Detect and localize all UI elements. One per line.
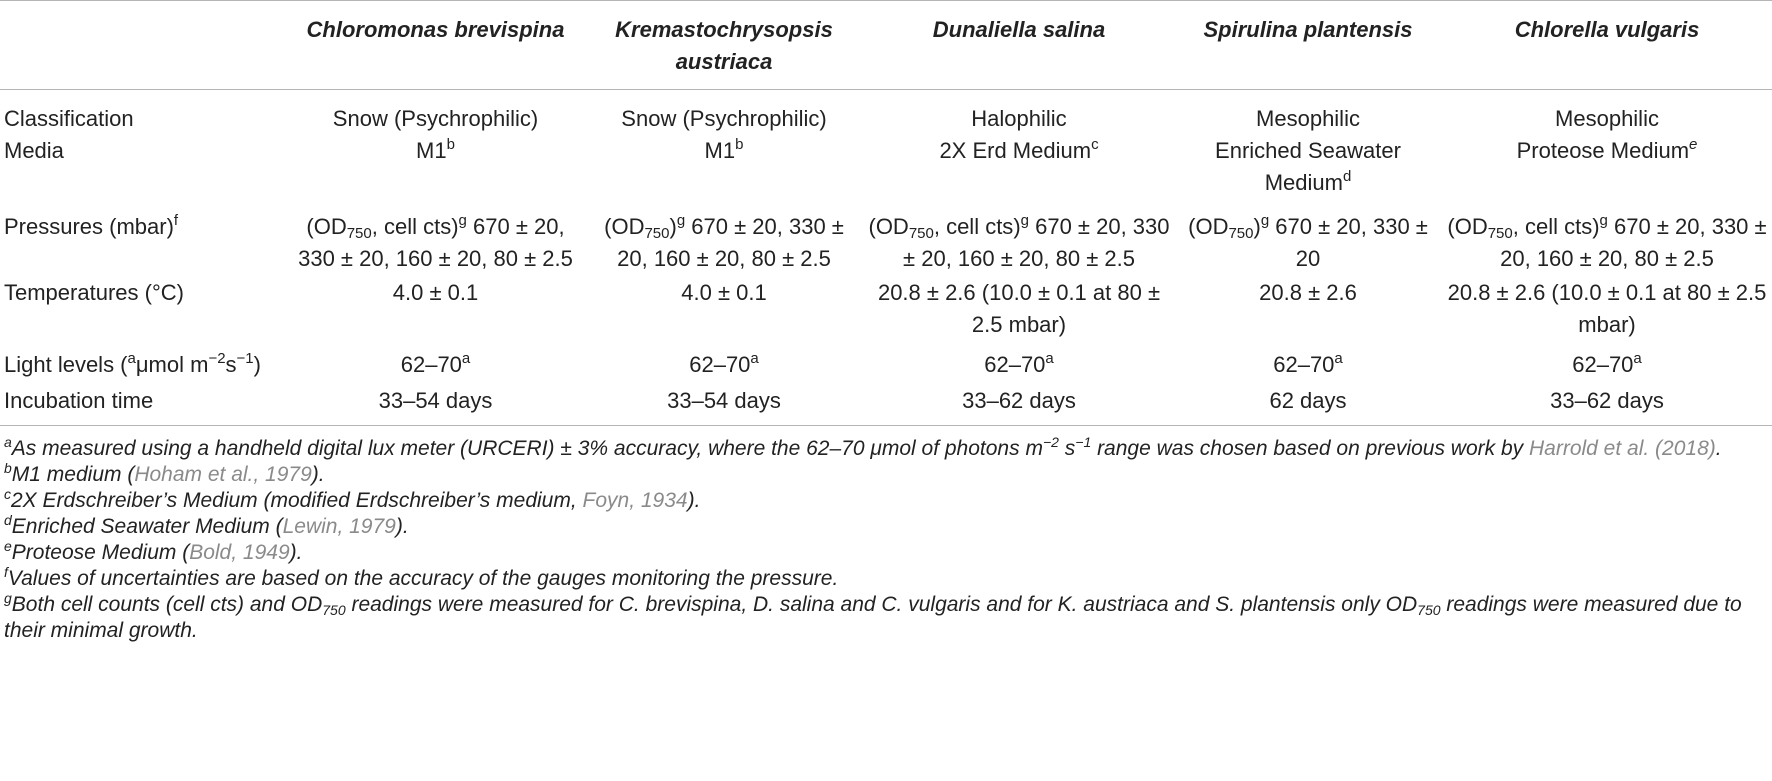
cell <box>1174 135 1442 211</box>
cell: Mesophilic <box>1256 106 1360 131</box>
footnote-text: M1 medium ( <box>11 463 135 486</box>
footnote-mark: a <box>4 434 12 450</box>
cell: 33–54 days <box>667 388 781 413</box>
cell-text: 670 ± 20, 330 ± 20, 160 ± 20, 80 ± 2.5 <box>1500 214 1767 271</box>
cell-text: M1 <box>416 138 447 163</box>
footnote-marker: b <box>446 136 455 153</box>
footnote-marker: g <box>1599 212 1608 229</box>
footnote-text: Values of uncertainties are based on the accuracy of the gauges monitoring the pressure. <box>7 567 839 590</box>
unit-text: μmol m <box>135 352 209 377</box>
cell: 20.8 ± 2.6 (10.0 ± 0.1 at 80 ± 2.5 mbar) <box>1447 280 1767 337</box>
footnote-text: Enriched Seawater Medium ( <box>11 515 283 538</box>
od-label: OD <box>313 214 347 239</box>
header-chloromonas-brevispina: Chloromonas brevispina <box>306 17 565 42</box>
cell: Halophilic <box>971 106 1067 131</box>
footnote-text: . <box>1715 437 1722 460</box>
cell <box>1174 349 1442 385</box>
footnote-text: range was chosen based on previous work by <box>1091 437 1529 460</box>
cell-text: Proteose Medium <box>1516 138 1690 163</box>
cell: ($OD_{750}$, cell cts)$^g$ 670 ± 20, 330 ± 20, 160 ± 20, 80 ± 2.5 <box>1447 212 1767 271</box>
table-body <box>0 90 1772 426</box>
footnote-marker: g <box>676 212 686 229</box>
cell: Snow (Psychrophilic) <box>621 106 827 131</box>
header-corner <box>0 1 287 90</box>
footnote-text: readings were measured due to their minimal growth. <box>4 593 1742 642</box>
footnote-mark: e <box>4 538 12 554</box>
row-label-media: Media <box>4 138 64 163</box>
footnote-text: 2X Erdschreiber’s Medium (modified Erdschreiber’s medium, <box>11 489 583 512</box>
cell-text: 62–70 <box>400 352 462 377</box>
footnote-marker: g <box>458 212 467 229</box>
footnote-marker: g <box>1020 212 1029 229</box>
citation-link[interactable]: Foyn, 1934 <box>582 489 688 512</box>
cell <box>864 349 1174 385</box>
footnote-f <box>4 566 1766 592</box>
footnote-marker: a <box>1045 350 1054 367</box>
od-subscript: 750 <box>1487 225 1513 242</box>
row-classification <box>0 90 1772 136</box>
cell: ($OD_{750}$, cell cts)$^g$ 670 ± 20, 330 ± 20, 160 ± 20, 80 ± 2.5 <box>298 212 573 271</box>
cell <box>864 135 1174 211</box>
od-label: OD <box>1454 214 1488 239</box>
footnote-text: Proteose Medium ( <box>11 541 190 564</box>
header-spirulina-plantensis: Spirulina plantensis <box>1203 17 1413 42</box>
footnote-marker: c <box>1091 136 1099 153</box>
cell <box>584 349 864 385</box>
header-kremastochrysopsis-austriaca: Kremastochrysopsis austriaca <box>615 17 833 74</box>
exponent: −1 <box>1075 434 1092 450</box>
footnote-marker: f <box>173 212 179 229</box>
footnote-e <box>4 540 1766 566</box>
footnote-b <box>4 462 1766 488</box>
cell <box>1442 135 1772 211</box>
row-label-text: ) <box>253 352 261 377</box>
table-header <box>0 1 1772 90</box>
footnote-marker: e <box>1689 136 1698 153</box>
footnote-mark: d <box>4 512 12 528</box>
cell: 20.8 ± 2.6 (10.0 ± 0.1 at 80 ± 2.5 mbar) <box>877 280 1161 337</box>
od-label: OD <box>611 214 645 239</box>
footnote-mark: f <box>4 564 8 580</box>
footnote-text: ). <box>687 489 701 512</box>
citation-link[interactable]: Bold, 1949 <box>189 541 290 564</box>
footnote-a <box>4 436 1766 462</box>
footnote-text: ). <box>289 541 303 564</box>
footnote-text: readings were measured for C. brevispina, D. salina and C. vulgaris and for K. austriaca and S. plantensis only OD <box>345 593 1418 616</box>
cell: Mesophilic <box>1555 106 1659 131</box>
cell: 33–62 days <box>1550 388 1664 413</box>
cell: 20.8 ± 2.6 <box>1259 280 1357 305</box>
footnote-marker: a <box>750 350 759 367</box>
row-label-light-levels <box>0 349 287 385</box>
footnote-text: ). <box>395 515 409 538</box>
cell: $(OD_{750})^g$ 670 ± 20, 330 ± 20, 160 ± 20, 80 ± 2.5 <box>604 212 844 271</box>
exponent: −2 <box>208 350 226 367</box>
od-subscript: 750 <box>1228 225 1254 242</box>
cell: ($OD_{750}$, cell cts)$^g$ 670 ± 20, 330 ± 20, 160 ± 20, 80 ± 2.5 <box>868 212 1170 271</box>
footnote-text: Both cell counts (cell cts) and OD <box>11 593 323 616</box>
header-chlorella-vulgaris: Chlorella vulgaris <box>1514 17 1700 42</box>
footnote-marker: a <box>1633 350 1642 367</box>
cell-text: M1 <box>704 138 736 163</box>
row-label-text: Pressures (mbar) <box>4 214 174 239</box>
cell-text: 62–70 <box>1572 352 1634 377</box>
cell-cts-label: , cell cts <box>1512 214 1593 239</box>
footnotes <box>4 436 1766 644</box>
cell: 4.0 ± 0.1 <box>681 280 767 305</box>
row-temperatures <box>0 277 1772 349</box>
footnote-marker: b <box>735 136 744 153</box>
citation-link[interactable]: Hoham et al., 1979 <box>134 463 312 486</box>
footnote-marker: d <box>1342 168 1352 185</box>
cell <box>287 135 584 211</box>
cell: 62 days <box>1269 388 1347 413</box>
row-label-temperatures: Temperatures (°C) <box>4 280 184 305</box>
cell: Snow (Psychrophilic) <box>332 106 539 131</box>
footnote-mark: g <box>4 590 12 606</box>
od-label: OD <box>1195 214 1229 239</box>
cell-text: Enriched Seawater Medium <box>1215 138 1401 195</box>
header-dunaliella-salina: Dunaliella salina <box>932 17 1106 42</box>
cell-text: 62–70 <box>1273 352 1335 377</box>
cell-text: 670 ± 20, 330 ± 20, 160 ± 20, 80 ± 2.5 <box>903 214 1170 271</box>
cell: 4.0 ± 0.1 <box>392 280 479 305</box>
footnote-c <box>4 488 1766 514</box>
od-subscript: 750 <box>346 225 372 242</box>
od-subscript: 750 <box>644 225 670 242</box>
cell <box>1442 349 1772 385</box>
footnote-g <box>4 592 1766 644</box>
subscript: 750 <box>322 602 346 618</box>
footnote-marker: a <box>127 350 136 367</box>
cell-text: 62–70 <box>689 352 751 377</box>
row-label-incubation-time: Incubation time <box>4 388 154 413</box>
subscript: 750 <box>1417 602 1441 618</box>
cell <box>584 135 864 211</box>
cell-text: 670 ± 20, 330 ± 20, 160 ± 20, 80 ± 2.5 <box>617 214 844 271</box>
footnote-marker: a <box>461 350 471 367</box>
cell-text: 2X Erd Medium <box>939 138 1092 163</box>
exponent: −1 <box>236 350 254 367</box>
citation-link[interactable]: Harrold et al. (2018) <box>1528 437 1716 460</box>
row-label-classification: Classification <box>4 106 134 131</box>
cell-text: 670 ± 20, 330 ± 20 <box>1275 214 1428 271</box>
cell <box>287 349 584 385</box>
cell: $(OD_{750})^g$ 670 ± 20, 330 ± 20 <box>1188 212 1428 271</box>
cell-cts-label: , cell cts <box>933 214 1014 239</box>
row-incubation-time <box>0 385 1772 426</box>
cell-text: 670 ± 20, 330 ± 20, 160 ± 20, 80 ± 2.5 <box>298 214 573 271</box>
row-media <box>0 135 1772 211</box>
footnote-d <box>4 514 1766 540</box>
row-pressures <box>0 211 1772 277</box>
cell-text: 62–70 <box>984 352 1046 377</box>
cell: 33–54 days <box>378 388 493 413</box>
footnote-text: ). <box>311 463 325 486</box>
footnote-text: s <box>1058 437 1076 460</box>
cell: 33–62 days <box>962 388 1076 413</box>
footnote-mark: c <box>4 486 11 502</box>
row-label-text: Light levels ( <box>4 352 128 377</box>
footnote-text: As measured using a handheld digital lux meter (URCERI) ± 3% accuracy, where the 62–70 μmol of photons m <box>11 437 1043 460</box>
exponent: −2 <box>1042 434 1059 450</box>
row-label-pressures <box>0 211 287 277</box>
citation-link[interactable]: Lewin, 1979 <box>282 515 396 538</box>
footnote-marker: a <box>1334 350 1343 367</box>
cell-cts-label: , cell cts <box>371 214 452 239</box>
row-light-levels <box>0 349 1772 385</box>
footnote-marker: g <box>1260 212 1270 229</box>
footnote-mark: b <box>4 460 12 476</box>
od-label: OD <box>875 214 909 239</box>
od-subscript: 750 <box>908 225 934 242</box>
unit-text: s <box>225 352 237 377</box>
